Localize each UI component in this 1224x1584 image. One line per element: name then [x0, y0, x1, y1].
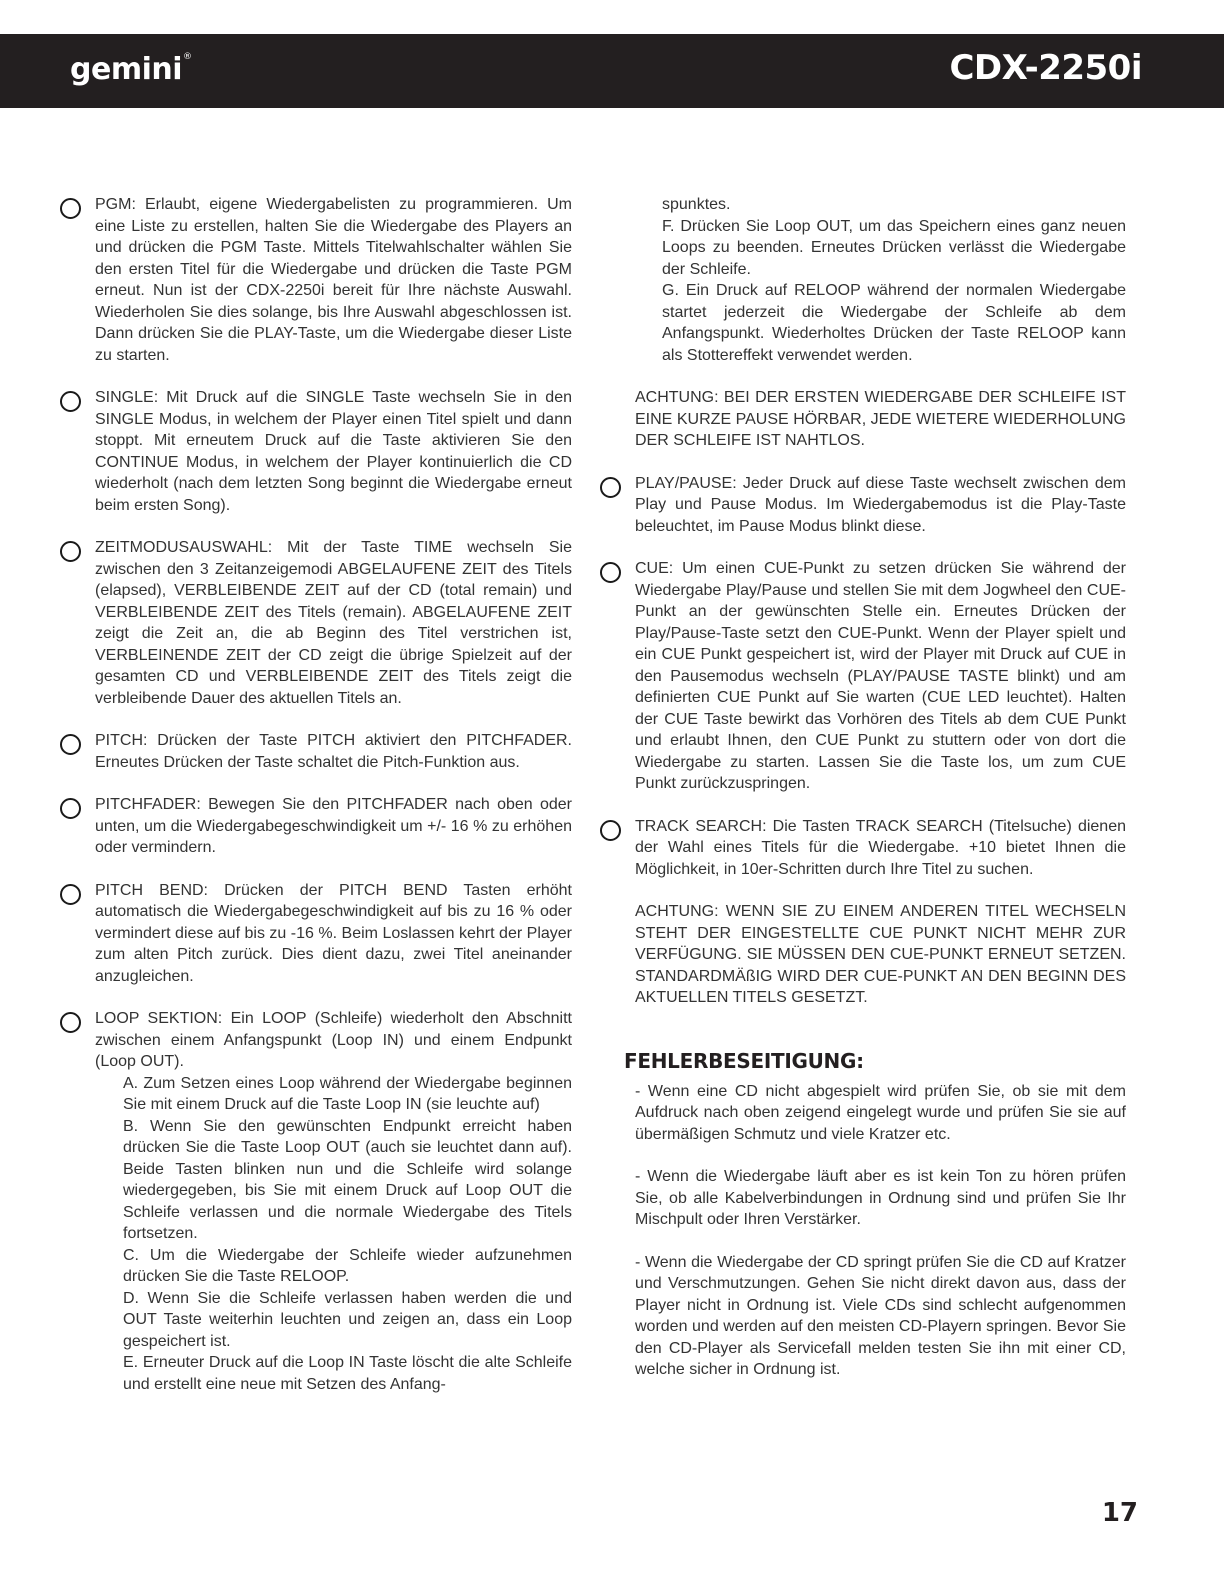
- feature-pitch-bend: [58, 880, 572, 988]
- circle-bullet-icon: [60, 798, 81, 819]
- feature-text: PITCH: Drücken der Taste PITCH aktiviert den PITCHFADER. Erneutes Drücken der Taste schaltet die Pitch-Funktion aus.: [95, 732, 572, 771]
- loop-step: C. Um die Wiedergabe der Schleife wieder aufzunehmen drücken Sie die Taste RELOOP.: [123, 1246, 572, 1285]
- page-number: 17: [1101, 1498, 1138, 1528]
- circle-bullet-icon: [60, 1012, 81, 1033]
- note-text: ACHTUNG: WENN SIE ZU EINEM ANDEREN TITEL WECHSELN STEHT DER EINGESTELLTE CUE PUNKT NICHT MEHR ZUR VERFÜGUNG. SIE MÜSSEN DEN CUE-PUNKT ERNEUT SETZEN. STANDARDMÄßIG WIRD DER CUE-PUNKT AN DEN BEGINN DES AKTUELLEN TITELS GESETZT.: [635, 903, 1126, 1006]
- loop-step: spunktes.: [662, 196, 731, 213]
- loop-step: B. Wenn Sie den gewünschten Endpunkt erreicht haben drücken Sie die Taste Loop OUT (auch sie leuchtet dann auf). Beide Tasten blinken nun und die Schleife wird solange wiedergegeben, bis Sie mit einem Druck auf Loop OUT die Schleife verlassen und die normale Wiedergabe des Titels fortsetzen.: [123, 1117, 572, 1242]
- troubleshooting-item: [598, 1081, 1126, 1146]
- feature-text: LOOP SEKTION: Ein LOOP (Schleife) wiederholt den Abschnitt zwischen einem Anfangspunkt (Loop IN) und einem Endpunkt (Loop OUT).: [95, 1010, 572, 1070]
- logo-text: gemini: [70, 52, 183, 87]
- feature-cue: [598, 558, 1126, 795]
- feature-text: ZEITMODUSAUSWAHL: Mit der Taste TIME wechseln Sie zwischen den 3 Zeitanzeigemodi ABGELAUFENE ZEIT des Titels (elapsed), VERBLEIBENDE ZEIT auf der CD (total remain) und VERBLEIBENDE ZEIT des Titels (remain). ABGELAUFENE ZEIT zeigt die Zeit an, die ab Beginn des Titel verstrichen ist, VERBLEINENDE ZEIT der CD zeigt die übrige Spielzeit auf der gesamten CD und VERBLEIBENDE ZEIT des Titels zeigt die verbleibende Dauer des aktuellen Titels an.: [95, 539, 572, 707]
- loop-step: D. Wenn Sie die Schleife verlassen haben werden die und OUT Taste weiterhin leuchten und zeigen an, dass ein Loop gespeichert ist.: [123, 1289, 572, 1350]
- feature-text: PGM: Erlaubt, eigene Wiedergabelisten zu programmieren. Um eine Liste zu erstellen, halten Sie die Wiedergabe des Players an und drücken die PGM Taste. Mittels Titelwahlschalter wählen Sie den ersten Titel für die Wiedergabe und drücken die Taste PGM erneut. Nun ist der CDX-2250i bereit für Ihre nächste Auswahl. Wiederholen Sie dies solange, bis Ihre Auswahl abgeschlossen ist. Dann drücken Sie die PLAY-Taste, um die Wiedergabe dieser Liste zu starten.: [95, 196, 572, 364]
- feature-loop-section: [58, 1008, 572, 1395]
- feature-pitchfader: [58, 794, 572, 859]
- feature-text: PITCHFADER: Bewegen Sie den PITCHFADER nach oben oder unten, um die Wiedergabegeschwindigkeit um +/- 16 % zu erhöhen oder vermindern.: [95, 796, 572, 856]
- page-header: [0, 34, 1224, 108]
- right-column: [598, 194, 1126, 1402]
- note-text: ACHTUNG: BEI DER ERSTEN WIEDERGABE DER SCHLEIFE IST EINE KURZE PAUSE HÖRBAR, JEDE WIETERE WIEDERHOLUNG DER SCHLEIFE IST NAHTLOS.: [635, 389, 1126, 449]
- loop-step: G. Ein Druck auf RELOOP während der normalen Wiedergabe startet jederzeit die Wiedergabe der Schleife ab dem Anfangspunkt. Wiederholtes Drücken der Taste RELOOP kann als Stottereffekt verwendet werden.: [662, 282, 1126, 364]
- model-name: CDX-2250i: [949, 48, 1142, 88]
- feature-pitch: [58, 730, 572, 773]
- feature-text: TRACK SEARCH: Die Tasten TRACK SEARCH (Titelsuche) dienen der Wahl eines Titels für die Wiedergabe. +10 bietet Ihnen die Möglichkeit, in 10er-Schritten durch Ihre Titel zu suchen.: [635, 817, 1126, 878]
- loop-step: E. Erneuter Druck auf die Loop IN Taste löscht die alte Schleife und erstellt eine neue mit Setzen des Anfang-: [123, 1354, 572, 1393]
- gemini-logo: [70, 52, 192, 87]
- troubleshooting-item: [598, 1252, 1126, 1381]
- circle-bullet-icon: [60, 198, 81, 219]
- circle-bullet-icon: [60, 391, 81, 412]
- troubleshooting-text: - Wenn die Wiedergabe der CD springt prüfen Sie die CD auf Kratzer und Verschmutzungen. Gehen Sie nicht direkt davon aus, dass der Player nicht in Ordnung ist. Viele CDs sind schlecht aufgenommen worden und werden auf den meisten CD-Playern springen. Bevor Sie den CD-Player als Servicefall melden testen Sie ihn mit einer CD, welche sicher in Ordnung ist.: [635, 1253, 1126, 1378]
- feature-track-search: [598, 816, 1126, 881]
- feature-text: PLAY/PAUSE: Jeder Druck auf diese Taste wechselt zwischen dem Play und Pause Modus. Im Wiedergabemodus ist die Play-Taste beleuchtet, im Pause Modus blinkt diese.: [635, 474, 1126, 535]
- loop-note: [598, 387, 1126, 452]
- circle-bullet-icon: [60, 884, 81, 905]
- loop-step: A. Zum Setzen eines Loop während der Wiedergabe beginnen Sie mit einem Druck auf die Taste Loop IN (sie leuchte auf): [123, 1074, 572, 1113]
- circle-bullet-icon: [600, 562, 621, 583]
- section-heading: FEHLERBESEITIGUNG:: [624, 1048, 864, 1073]
- troubleshooting-text: - Wenn eine CD nicht abgespielt wird prüfen Sie, ob sie mit dem Aufdruck nach oben zeigend eingelegt wurde und prüfen Sie sie auf übermäßigen Schmutz und viele Kratzer etc.: [635, 1082, 1126, 1143]
- troubleshooting-section: [598, 1049, 1126, 1381]
- circle-bullet-icon: [600, 477, 621, 498]
- troubleshooting-text: - Wenn die Wiedergabe läuft aber es ist kein Ton zu hören prüfen Sie, ob alle Kabelverbindungen in Ordnung sind und prüfen Sie Ihr Mischpult oder Ihren Verstärker.: [635, 1168, 1126, 1228]
- feature-text: CUE: Um einen CUE-Punkt zu setzen drücken Sie während der Wiedergabe Play/Pause und stellen Sie mit dem Jogwheel den CUE-Punkt an der gewünschten Stelle ein. Erneutes Drücken der Play/Pause-Taste setzt den CUE-Punkt. Wenn der Player spielt und ein CUE Punkt gespeichert ist, wird der Player mit Druck auf CUE in den Pausemodus wechseln (PLAY/PAUSE TASTE blinkt) und am definierten CUE Punkt auf Sie warten (CUE LED leuchtet). Halten der CUE Taste bewirkt das Vorhören des Titels ab dem CUE Punkt und erlaubt Ihnen, den CUE Punkt zu stuttern oder von dort die Wiedergabe zu starten. Lassen Sie die Taste los, um zum CUE Punkt zurückzuspringen.: [635, 560, 1126, 792]
- circle-bullet-icon: [60, 541, 81, 562]
- troubleshooting-item: [598, 1166, 1126, 1231]
- loop-steps: [95, 1073, 572, 1396]
- circle-bullet-icon: [600, 820, 621, 841]
- loop-steps-continued: [598, 194, 1126, 366]
- circle-bullet-icon: [60, 734, 81, 755]
- feature-play-pause: [598, 473, 1126, 538]
- cue-note: [598, 901, 1126, 1009]
- feature-text: SINGLE: Mit Druck auf die SINGLE Taste wechseln Sie in den SINGLE Modus, in welchem der Player einen Titel spielt und dann stoppt. Mit erneutem Druck auf die Taste aktivieren Sie den CONTINUE Modus, in welchem der Player kontinuierlich die CD wiederholt (nach dem letzten Song beginnt die Wiedergabe erneut beim ersten Song).: [95, 389, 572, 514]
- loop-step: F. Drücken Sie Loop OUT, um das Speichern eines ganz neuen Loops zu beenden. Erneutes Drücken verlässt die Wiedergabe der Schleife.: [662, 217, 1126, 278]
- left-column: [58, 194, 572, 1416]
- feature-text: PITCH BEND: Drücken der PITCH BEND Tasten erhöht automatisch die Wiedergabegeschwindigkeit auf bis zu 16 % oder vermindert diese auf bis zu -16 %. Beim Loslassen kehrt der Player zum alten Pitch zurück. Dies dient dazu, zwei Titel aneinander anzugleichen.: [95, 881, 572, 985]
- registered-mark: ®: [183, 52, 192, 62]
- feature-time-mode: [58, 537, 572, 709]
- feature-single: [58, 387, 572, 516]
- feature-pgm: [58, 194, 572, 366]
